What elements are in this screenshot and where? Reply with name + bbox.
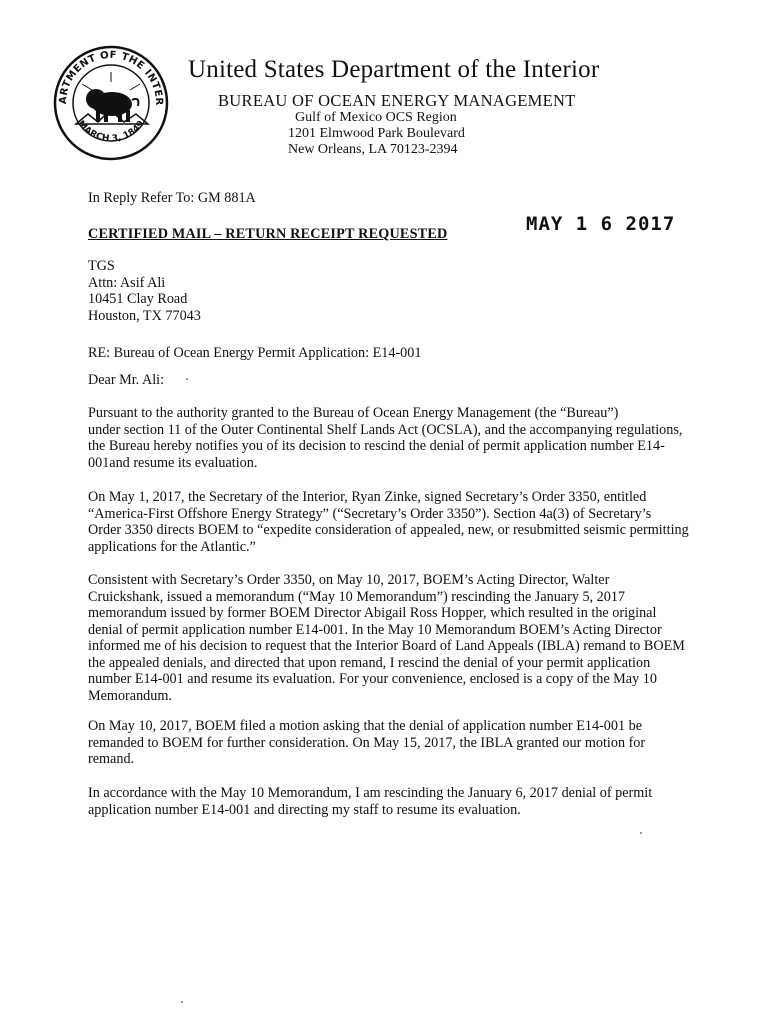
paragraph-line: 001and resume its evaluation. (88, 454, 258, 471)
seal-bottom-text: MARCH 3, 1849 (75, 119, 147, 145)
addressee-city: Houston, TX 77043 (88, 307, 201, 324)
paragraph-2 (88, 489, 689, 555)
paragraph-line: denial of permit application number E14-001. In the May 10 Memorandum BOEM’s Acting Director (88, 621, 662, 638)
address-line-region: Gulf of Mexico OCS Region (295, 110, 457, 125)
paragraph-line: On May 10, 2017, BOEM filed a motion asking that the denial of application number E14-001 be (88, 718, 642, 734)
address-line-street: 1201 Elmwood Park Boulevard (288, 126, 465, 141)
paragraph-line: informed me of his decision to request that the Interior Board of Land Appeals (IBLA) remand to BOEM (88, 638, 685, 654)
paragraph-line: On May 1, 2017, the Secretary of the Interior, Ryan Zinke, signed Secretary’s Order 3350, entitled (88, 489, 647, 505)
seal-top-text: ARTMENT OF THE INTER (57, 49, 165, 106)
paragraph-line: Cruickshank, issued a memorandum (“May 10 Memorandum”) rescinding the January 5, 2017 (88, 588, 626, 605)
paragraph-line: remanded to BOEM for further consideration. On May 15, 2017, the IBLA granted our motion for (88, 734, 646, 751)
addressee-company: TGS (88, 258, 115, 274)
paragraph-line: remand. (88, 751, 135, 767)
paragraph-line: Consistent with Secretary’s Order 3350, on May 10, 2017, BOEM’s Acting Director, Walter (88, 572, 610, 588)
paragraph-line: “America-First Offshore Energy Strategy” (“Secretary’s Order 3350”). Section 4a(3) of Secretary’s (88, 505, 652, 522)
address-line-city: New Orleans, LA 70123-2394 (288, 142, 458, 157)
paragraph-line: Pursuant to the authority granted to the Bureau of Ocean Energy Management (the “Bureau”) (88, 405, 619, 421)
subject-line: RE: Bureau of Ocean Energy Permit Application: E14-001 (88, 345, 422, 361)
addressee-attn: Attn: Asif Ali (88, 274, 166, 291)
addressee-block (88, 258, 201, 324)
scan-speck (186, 378, 188, 380)
scan-speck (640, 832, 642, 834)
department-title: United States Department of the Interior (188, 56, 600, 83)
paragraph-line: the appealed denials, and directed that upon remand, I rescind the denial of your permit application (88, 654, 651, 671)
paragraph-5 (88, 785, 652, 818)
paragraph-line: application number E14-001 and directing my staff to resume its evaluation. (88, 801, 521, 818)
reference-line: In Reply Refer To: GM 881A (88, 190, 256, 206)
svg-text:MARCH 3, 1849 (75, 119, 146, 144)
paragraph-line: the Bureau hereby notifies you of its decision to rescind the denial of permit application number E14- (88, 438, 665, 454)
paragraph-line: memorandum issued by former BOEM Director Abigail Ross Hopper, which resulted in the original (88, 605, 657, 621)
paragraph-line: Memorandum. (88, 687, 172, 704)
paragraph-line: number E14-001 and resume its evaluation. For your convenience, enclosed is a copy of the May 10 (88, 671, 657, 687)
scan-speck (181, 1001, 183, 1003)
paragraph-line: Order 3350 directs BOEM to “expedite consideration of appealed, new, or resubmitted seismic permitting (88, 522, 689, 538)
doi-seal-icon (52, 44, 170, 162)
paragraph-line: applications for the Atlantic.” (88, 538, 256, 555)
paragraph-line: under section 11 of the Outer Continental Shelf Lands Act (OCSLA), and the accompanying regulations, (88, 421, 683, 438)
salutation: Dear Mr. Ali: (88, 372, 165, 388)
date-stamp: MAY 1 6 2017 (526, 213, 676, 235)
paragraph-3 (88, 572, 685, 704)
paragraph-4 (88, 718, 645, 768)
paragraph-1 (88, 405, 682, 471)
bureau-name: BUREAU OF OCEAN ENERGY MANAGEMENT (218, 91, 576, 110)
paragraph-line: In accordance with the May 10 Memorandum, I am rescinding the January 6, 2017 denial of permit (88, 785, 653, 801)
addressee-street: 10451 Clay Road (88, 291, 188, 307)
certified-mail-heading: CERTIFIED MAIL – RETURN RECEIPT REQUESTED (88, 226, 448, 242)
